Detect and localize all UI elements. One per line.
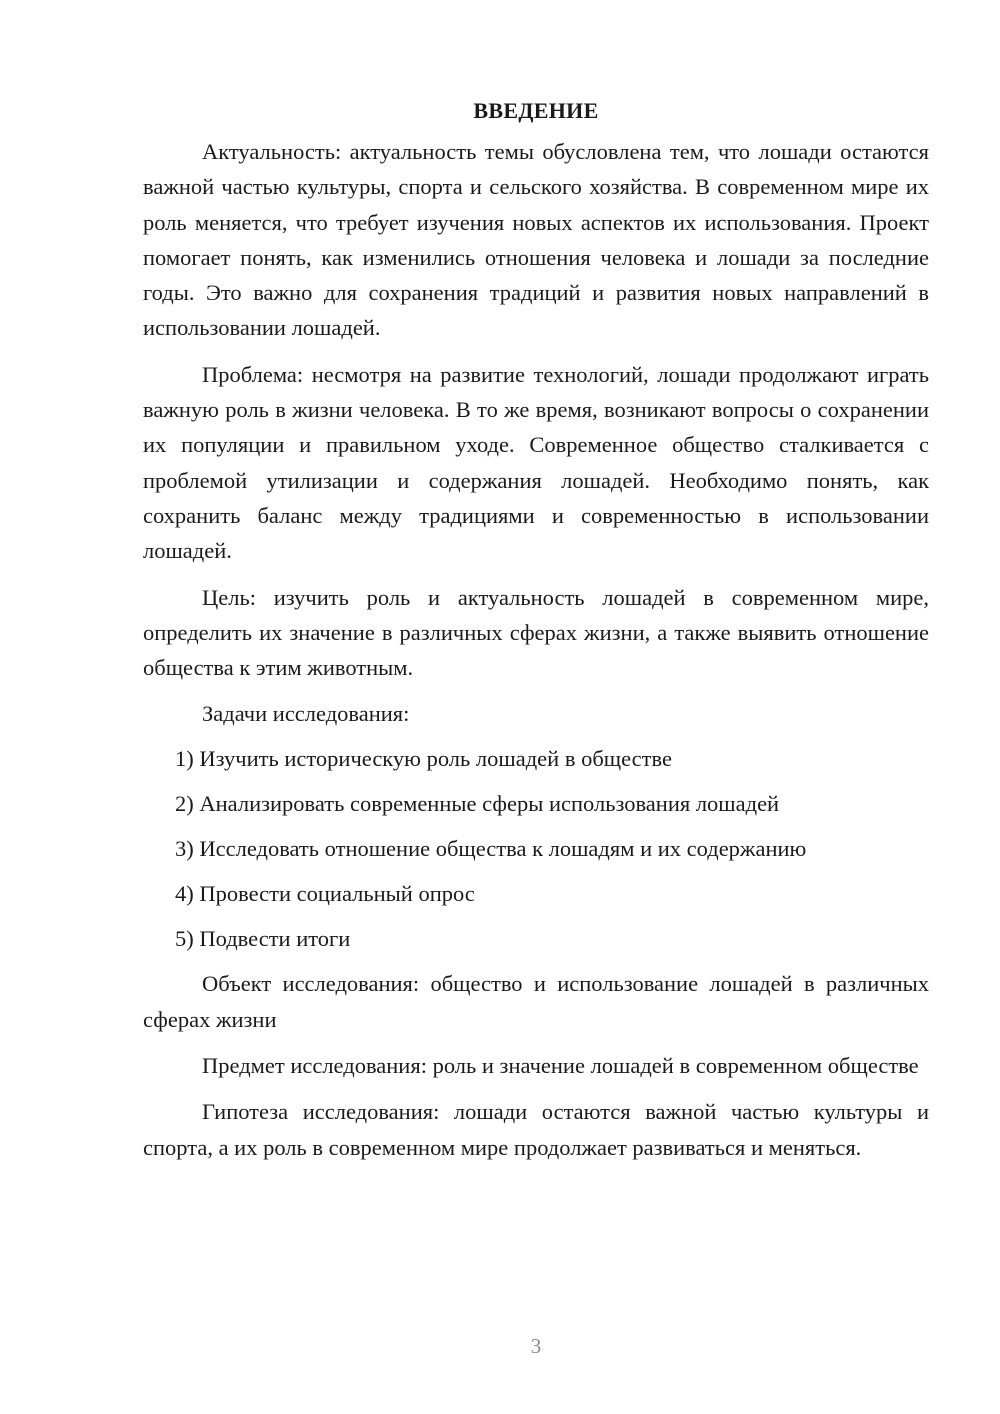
problem-paragraph: Проблема: несмотря на развитие технологий, лошади продолжают играть важную роль в жизни человека. В то же время, возникают вопросы о сохранении их популяции и правильном уходе. Современное общество сталкивается с проблемой утилизации и содержания лошадей. Необходимо понять, как сохранить баланс между традициями и современностью в использовании лошадей. [143,361,929,564]
tasks-label: Задачи исследования: [202,701,410,727]
tasks-list [143,741,929,956]
hypothesis-paragraph: Гипотеза исследования: лошади остаются важной частью культуры и спорта, а их роль в современном мире продолжает развиваться и меняться. [143,1099,929,1160]
object-paragraph: Объект исследования: общество и использование лошадей в различных сферах жизни [143,971,929,1032]
task-item: 4) Провести социальный опрос [175,881,475,907]
page-title: ВВЕДЕНИЕ [473,98,599,123]
task-item: 2) Анализировать современные сферы использования лошадей [175,791,780,817]
page-number: 3 [530,1334,542,1358]
task-item: 3) Исследовать отношение общества к лошадям и их содержанию [175,836,807,862]
document-page [143,93,929,1176]
relevance-paragraph: Актуальность: актуальность темы обусловлена тем, что лошади остаются важной частью культуры, спорта и сельского хозяйства. В современном мире их роль меняется, что требует изучения новых аспектов их использования. Проект помогает понять, как изменились отношения человека и лошади за последние годы. Это важно для сохранения традиций и развития новых направлений в использовании лошадей. [143,139,929,341]
task-item: 5) Подвести итоги [175,926,351,952]
subject-paragraph: Предмет исследования: роль и значение лошадей в современном обществе [202,1053,919,1079]
task-item: 1) Изучить историческую роль лошадей в обществе [175,746,672,772]
goal-paragraph: Цель: изучить роль и актуальность лошадей в современном мире, определить их значение в различных сферах жизни, а также выявить отношение общества к этим животным. [143,584,929,681]
